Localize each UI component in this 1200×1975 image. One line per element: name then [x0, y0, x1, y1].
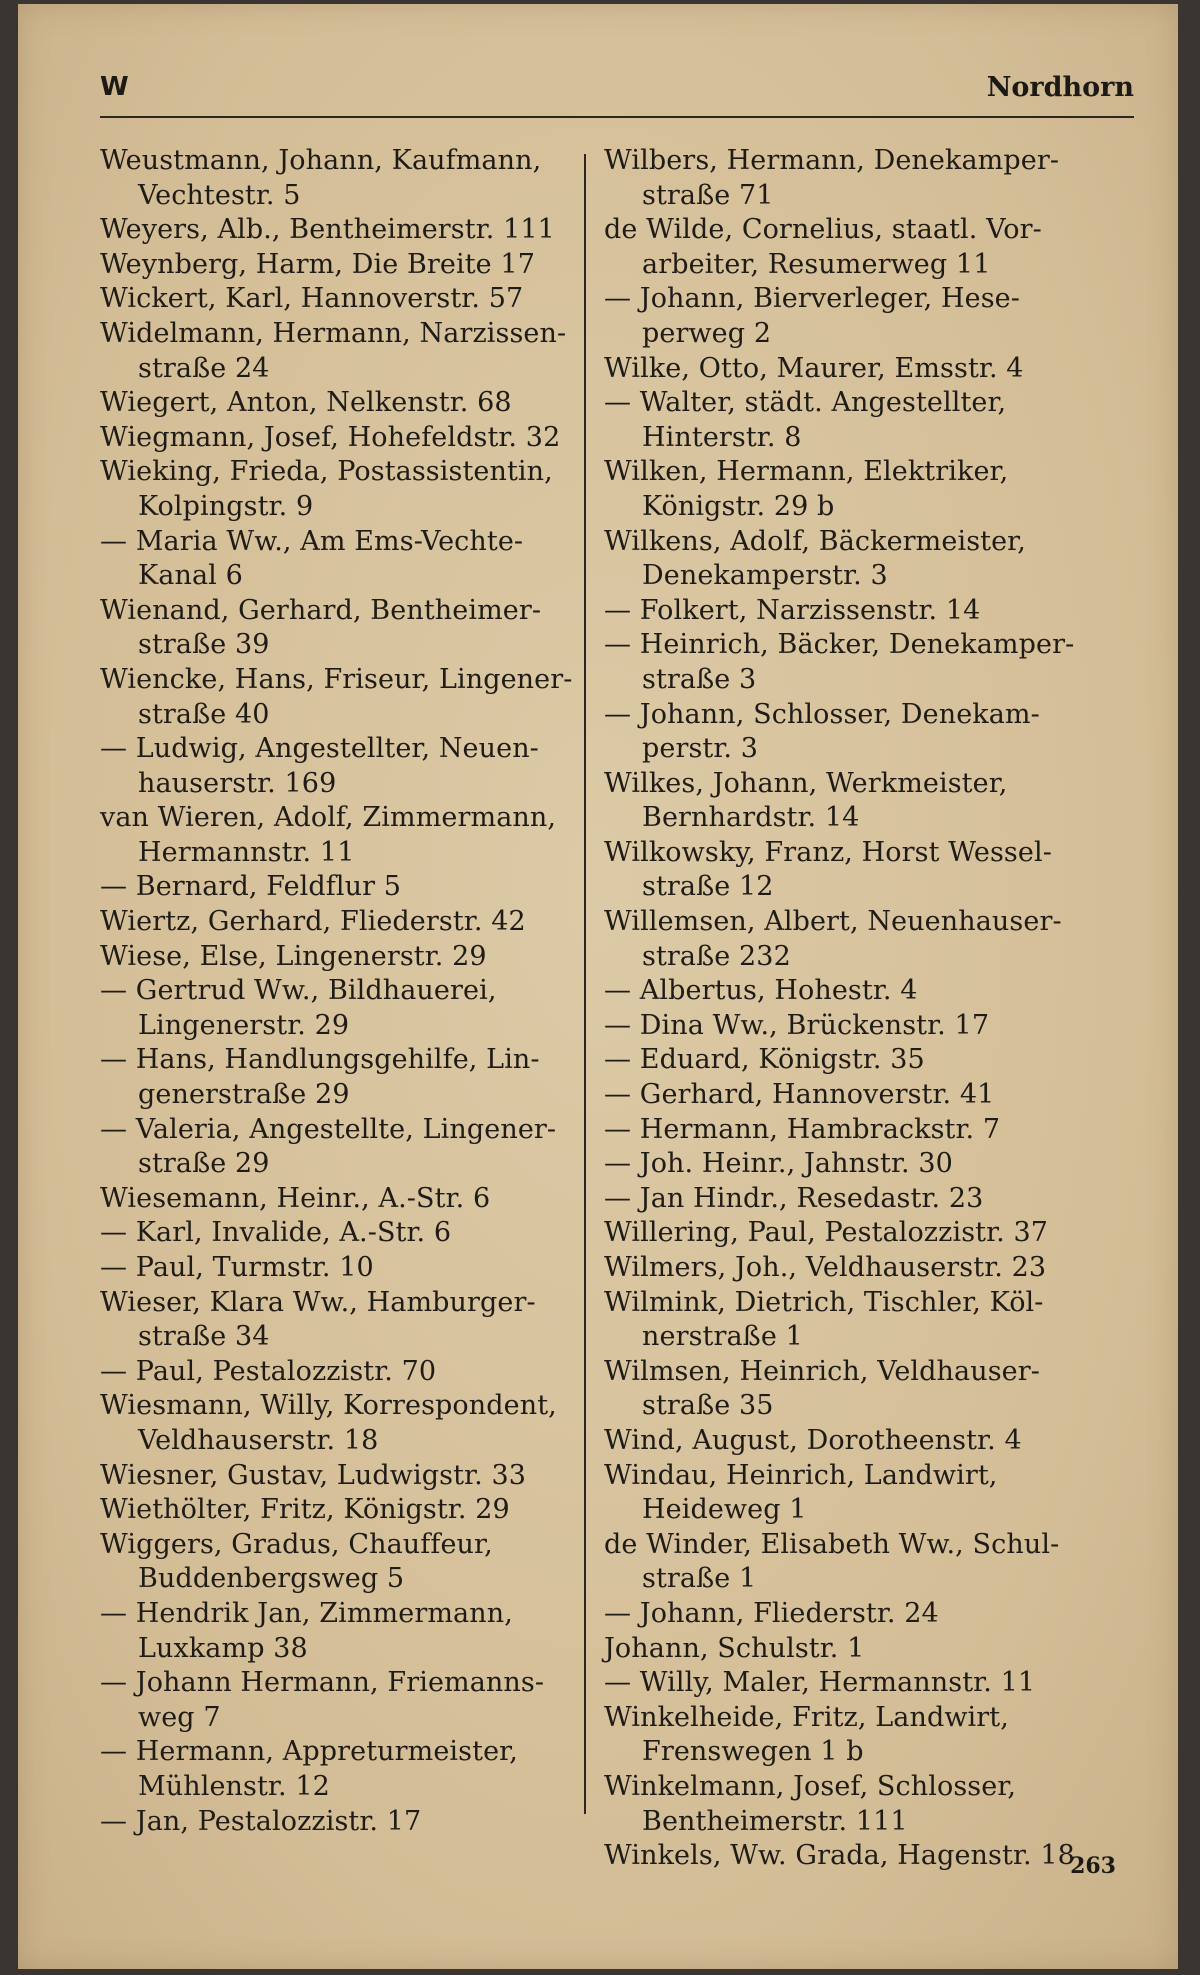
entry-line: Wiesmann, Willy, Korrespondent,	[100, 1390, 557, 1422]
entry-continuation: hauserstr. 169	[138, 767, 337, 799]
entry-line: van Wieren, Adolf, Zimmermann,	[100, 802, 557, 834]
entry-line: Weyers, Alb., Bentheimerstr. 111	[100, 214, 555, 246]
header-letter: W	[100, 72, 129, 102]
directory-entry	[604, 1009, 1134, 1044]
entry-line: Wiese, Else, Lingenerstr. 29	[100, 940, 487, 972]
directory-page	[18, 4, 1178, 1969]
entry-line: Widelmann, Hermann, Narzissen-	[100, 317, 567, 349]
column-divider	[584, 154, 586, 1814]
entry-line: Wilkes, Johann, Werkmeister,	[604, 767, 1008, 799]
directory-entry	[100, 1216, 590, 1251]
entry-line: — Gerhard, Hannoverstr. 41	[604, 1079, 995, 1111]
entry-continuation: generstraße 29	[138, 1079, 350, 1111]
entry-continuation: Buddenbergsweg 5	[138, 1563, 405, 1595]
entry-line: Wienand, Gerhard, Bentheimer-	[100, 594, 542, 626]
entry-line: Wilbers, Hermann, Denekamper-	[604, 145, 1060, 176]
directory-entry	[100, 1597, 590, 1666]
entry-line: — Karl, Invalide, A.-Str. 6	[100, 1217, 452, 1249]
directory-entry	[604, 1597, 1134, 1632]
entry-line: Wind, August, Dorotheenstr. 4	[604, 1424, 1022, 1456]
directory-entry	[604, 1666, 1134, 1701]
entry-line: — Johann, Fliederstr. 24	[604, 1597, 939, 1629]
directory-entry	[604, 213, 1134, 282]
entry-line: — Jan, Pestalozzistr. 17	[100, 1805, 422, 1837]
entry-line: Wiegert, Anton, Nelkenstr. 68	[100, 387, 512, 419]
entry-continuation: arbeiter, Resumerweg 11	[642, 248, 991, 280]
entry-continuation: weg 7	[138, 1701, 221, 1733]
entry-line: Weynberg, Harm, Die Breite 17	[100, 248, 535, 280]
entry-line: Johann, Schulstr. 1	[604, 1632, 865, 1664]
entry-continuation: perweg 2	[642, 317, 772, 349]
entry-line: Wieking, Frieda, Postassistentin,	[100, 456, 553, 488]
entry-line: Wiertz, Gerhard, Fliederstr. 42	[100, 906, 526, 938]
entry-continuation: Hinterstr. 8	[642, 421, 802, 453]
entry-continuation: Mühlenstr. 12	[138, 1770, 330, 1802]
entry-continuation: Kanal 6	[138, 560, 243, 592]
entry-continuation: straße 35	[642, 1390, 774, 1422]
directory-entry	[604, 1182, 1134, 1217]
entry-continuation: straße 29	[138, 1148, 270, 1180]
entry-continuation: straße 3	[642, 663, 757, 695]
entry-line: Willemsen, Albert, Neuenhauser-	[604, 906, 1062, 938]
directory-entry	[100, 940, 590, 975]
entry-line: — Valeria, Angestellte, Lingener-	[100, 1113, 557, 1145]
entry-continuation: straße 24	[138, 352, 270, 384]
directory-entry	[604, 352, 1134, 387]
directory-entry	[100, 1355, 590, 1390]
entry-line: Wickert, Karl, Hannoverstr. 57	[100, 283, 524, 315]
entry-line: — Ludwig, Angestellter, Neuen-	[100, 733, 539, 765]
entry-line: — Heinrich, Bäcker, Denekamper-	[604, 629, 1075, 661]
entry-line: — Hans, Handlungsgehilfe, Lin-	[100, 1044, 540, 1076]
entry-line: — Hermann, Appreturmeister,	[100, 1736, 518, 1768]
directory-entry	[100, 1735, 590, 1804]
directory-entry	[100, 282, 590, 317]
entry-continuation: nerstraße 1	[642, 1321, 803, 1353]
directory-entry	[604, 1043, 1134, 1078]
directory-entry	[604, 1113, 1134, 1148]
entry-line: — Paul, Pestalozzistr. 70	[100, 1355, 437, 1387]
entry-line: Winkelheide, Fritz, Landwirt,	[604, 1701, 1009, 1733]
entry-line: Wilke, Otto, Maurer, Emsstr. 4	[604, 352, 1024, 384]
page-number: 263	[1070, 1853, 1116, 1879]
directory-entry	[604, 767, 1134, 836]
directory-entry	[100, 213, 590, 248]
entry-line: — Johann, Schlosser, Denekam-	[604, 698, 1040, 730]
directory-entry	[604, 1355, 1134, 1424]
directory-entry	[100, 732, 590, 801]
entry-line: Windau, Heinrich, Landwirt,	[604, 1459, 998, 1491]
entry-line: de Wilde, Cornelius, staatl. Vor-	[604, 214, 1042, 246]
directory-entry	[604, 455, 1134, 524]
entry-line: — Willy, Maler, Hermannstr. 11	[604, 1667, 1036, 1699]
entry-line: de Winder, Elisabeth Ww., Schul-	[604, 1528, 1060, 1560]
directory-entry	[604, 1528, 1134, 1597]
directory-entry	[100, 870, 590, 905]
directory-entry	[604, 1286, 1134, 1355]
entry-continuation: Vechtestr. 5	[138, 179, 301, 211]
entry-line: Wiethölter, Fritz, Königstr. 29	[100, 1494, 510, 1526]
directory-entry	[100, 1113, 590, 1182]
entry-continuation: Königstr. 29 b	[642, 490, 835, 522]
directory-entry	[100, 525, 590, 594]
directory-entry	[100, 248, 590, 283]
entry-continuation: Denekamperstr. 3	[642, 560, 888, 592]
entry-line: Wiesner, Gustav, Ludwigstr. 33	[100, 1459, 526, 1491]
header-rule	[100, 116, 1134, 118]
entry-line: — Maria Ww., Am Ems-Vechte-	[100, 525, 524, 557]
directory-entry	[604, 282, 1134, 351]
directory-entry	[100, 905, 590, 940]
entry-line: Weustmann, Johann, Kaufmann,	[100, 145, 542, 176]
entry-line: Wieser, Klara Ww., Hamburger-	[100, 1286, 536, 1318]
entry-line: Wilkens, Adolf, Bäckermeister,	[604, 525, 1026, 557]
directory-entry	[100, 1389, 590, 1458]
entry-continuation: straße 1	[642, 1563, 757, 1595]
directory-entry	[604, 1770, 1134, 1839]
entry-continuation: Bentheimerstr. 111	[642, 1805, 908, 1837]
entry-continuation: Hermannstr. 11	[138, 836, 355, 868]
directory-entry	[100, 594, 590, 663]
entry-line: — Hermann, Hambrackstr. 7	[604, 1113, 1001, 1145]
directory-entry	[604, 1251, 1134, 1286]
directory-entry	[100, 386, 590, 421]
entry-continuation: Luxkamp 38	[138, 1632, 308, 1664]
directory-entry	[100, 974, 590, 1043]
entry-line: Wilmsen, Heinrich, Veldhauser-	[604, 1355, 1040, 1387]
entry-line: Winkelmann, Josef, Schlosser,	[604, 1770, 1017, 1802]
entry-line: Wiegmann, Josef, Hohefeldstr. 32	[100, 421, 561, 453]
directory-entry	[604, 144, 1134, 213]
entry-continuation: Bernhardstr. 14	[642, 802, 860, 834]
directory-entry	[604, 1701, 1134, 1770]
directory-entry	[604, 628, 1134, 697]
left-column	[100, 144, 590, 1839]
directory-entry	[604, 1216, 1134, 1251]
entry-line: Wilmink, Dietrich, Tischler, Köl-	[604, 1286, 1044, 1318]
directory-entry	[100, 421, 590, 456]
entry-continuation: straße 71	[642, 179, 774, 211]
entry-continuation: Heideweg 1	[642, 1494, 807, 1526]
directory-entry	[100, 455, 590, 524]
entry-line: — Albertus, Hohestr. 4	[604, 975, 918, 1007]
entry-line: — Paul, Turmstr. 10	[100, 1252, 374, 1283]
directory-entry	[100, 1528, 590, 1597]
entry-line: — Walter, städt. Angestellter,	[604, 387, 1007, 419]
entry-continuation: Lingenerstr. 29	[138, 1009, 350, 1041]
entry-line: Wilkowsky, Franz, Horst Wessel-	[604, 836, 1052, 868]
right-column	[604, 144, 1134, 1874]
entry-continuation: straße 12	[642, 871, 774, 903]
entry-line: — Joh. Heinr., Jahnstr. 30	[604, 1148, 953, 1180]
directory-entry	[100, 1182, 590, 1217]
entry-line: — Hendrik Jan, Zimmermann,	[100, 1597, 513, 1629]
entry-line: — Dina Ww., Brückenstr. 17	[604, 1009, 990, 1041]
directory-entry	[604, 1147, 1134, 1182]
directory-entry	[604, 1424, 1134, 1459]
directory-entry	[604, 1459, 1134, 1528]
directory-entry	[604, 1632, 1134, 1667]
entry-line: Wiggers, Gradus, Chauffeur,	[100, 1528, 493, 1560]
directory-entry	[100, 801, 590, 870]
entry-line: Winkels, Ww. Grada, Hagenstr. 18	[604, 1840, 1075, 1872]
directory-entry	[100, 144, 590, 213]
directory-entry	[604, 1078, 1134, 1113]
directory-entry	[604, 594, 1134, 629]
entry-line: Wiesemann, Heinr., A.-Str. 6	[100, 1182, 491, 1214]
directory-entry	[100, 1666, 590, 1735]
entry-continuation: Kolpingstr. 9	[138, 490, 314, 522]
directory-entry	[100, 1043, 590, 1112]
entry-line: Wiencke, Hans, Friseur, Lingener-	[100, 663, 573, 695]
directory-entry	[100, 663, 590, 732]
entry-line: — Jan Hindr., Resedastr. 23	[604, 1182, 984, 1214]
entry-line: Wilken, Hermann, Elektriker,	[604, 456, 1009, 488]
directory-entry	[100, 1251, 590, 1286]
directory-entry	[100, 317, 590, 386]
entry-line: — Bernard, Feldflur 5	[100, 871, 402, 903]
entry-line: — Johann Hermann, Friemanns-	[100, 1667, 545, 1699]
directory-entry	[100, 1493, 590, 1528]
entry-line: — Eduard, Königstr. 35	[604, 1044, 925, 1076]
entry-line: — Gertrud Ww., Bildhauerei,	[100, 975, 497, 1007]
entry-continuation: Frenswegen 1 b	[642, 1736, 864, 1768]
entry-continuation: straße 34	[138, 1321, 270, 1353]
directory-entry	[100, 1286, 590, 1355]
entry-continuation: straße 40	[138, 698, 270, 730]
entry-continuation: Veldhauserstr. 18	[138, 1424, 379, 1456]
entry-line: Wilmers, Joh., Veldhauserstr. 23	[604, 1252, 1047, 1283]
entry-line: Willering, Paul, Pestalozzistr. 37	[604, 1217, 1049, 1249]
header-place: Nordhorn	[986, 72, 1134, 103]
entry-line: — Folkert, Narzissenstr. 14	[604, 594, 981, 626]
directory-entry	[604, 905, 1134, 974]
entry-continuation: straße 232	[642, 940, 791, 972]
entry-continuation: straße 39	[138, 629, 270, 661]
directory-entry	[604, 386, 1134, 455]
directory-entry	[100, 1805, 590, 1840]
directory-entry	[100, 1459, 590, 1494]
directory-entry	[604, 698, 1134, 767]
entry-line: — Johann, Bierverleger, Hese-	[604, 283, 1020, 315]
directory-entry	[604, 525, 1134, 594]
directory-entry	[604, 836, 1134, 905]
directory-entry	[604, 1839, 1134, 1874]
entry-continuation: perstr. 3	[642, 733, 759, 765]
directory-entry	[604, 974, 1134, 1009]
page-header	[100, 72, 1134, 112]
